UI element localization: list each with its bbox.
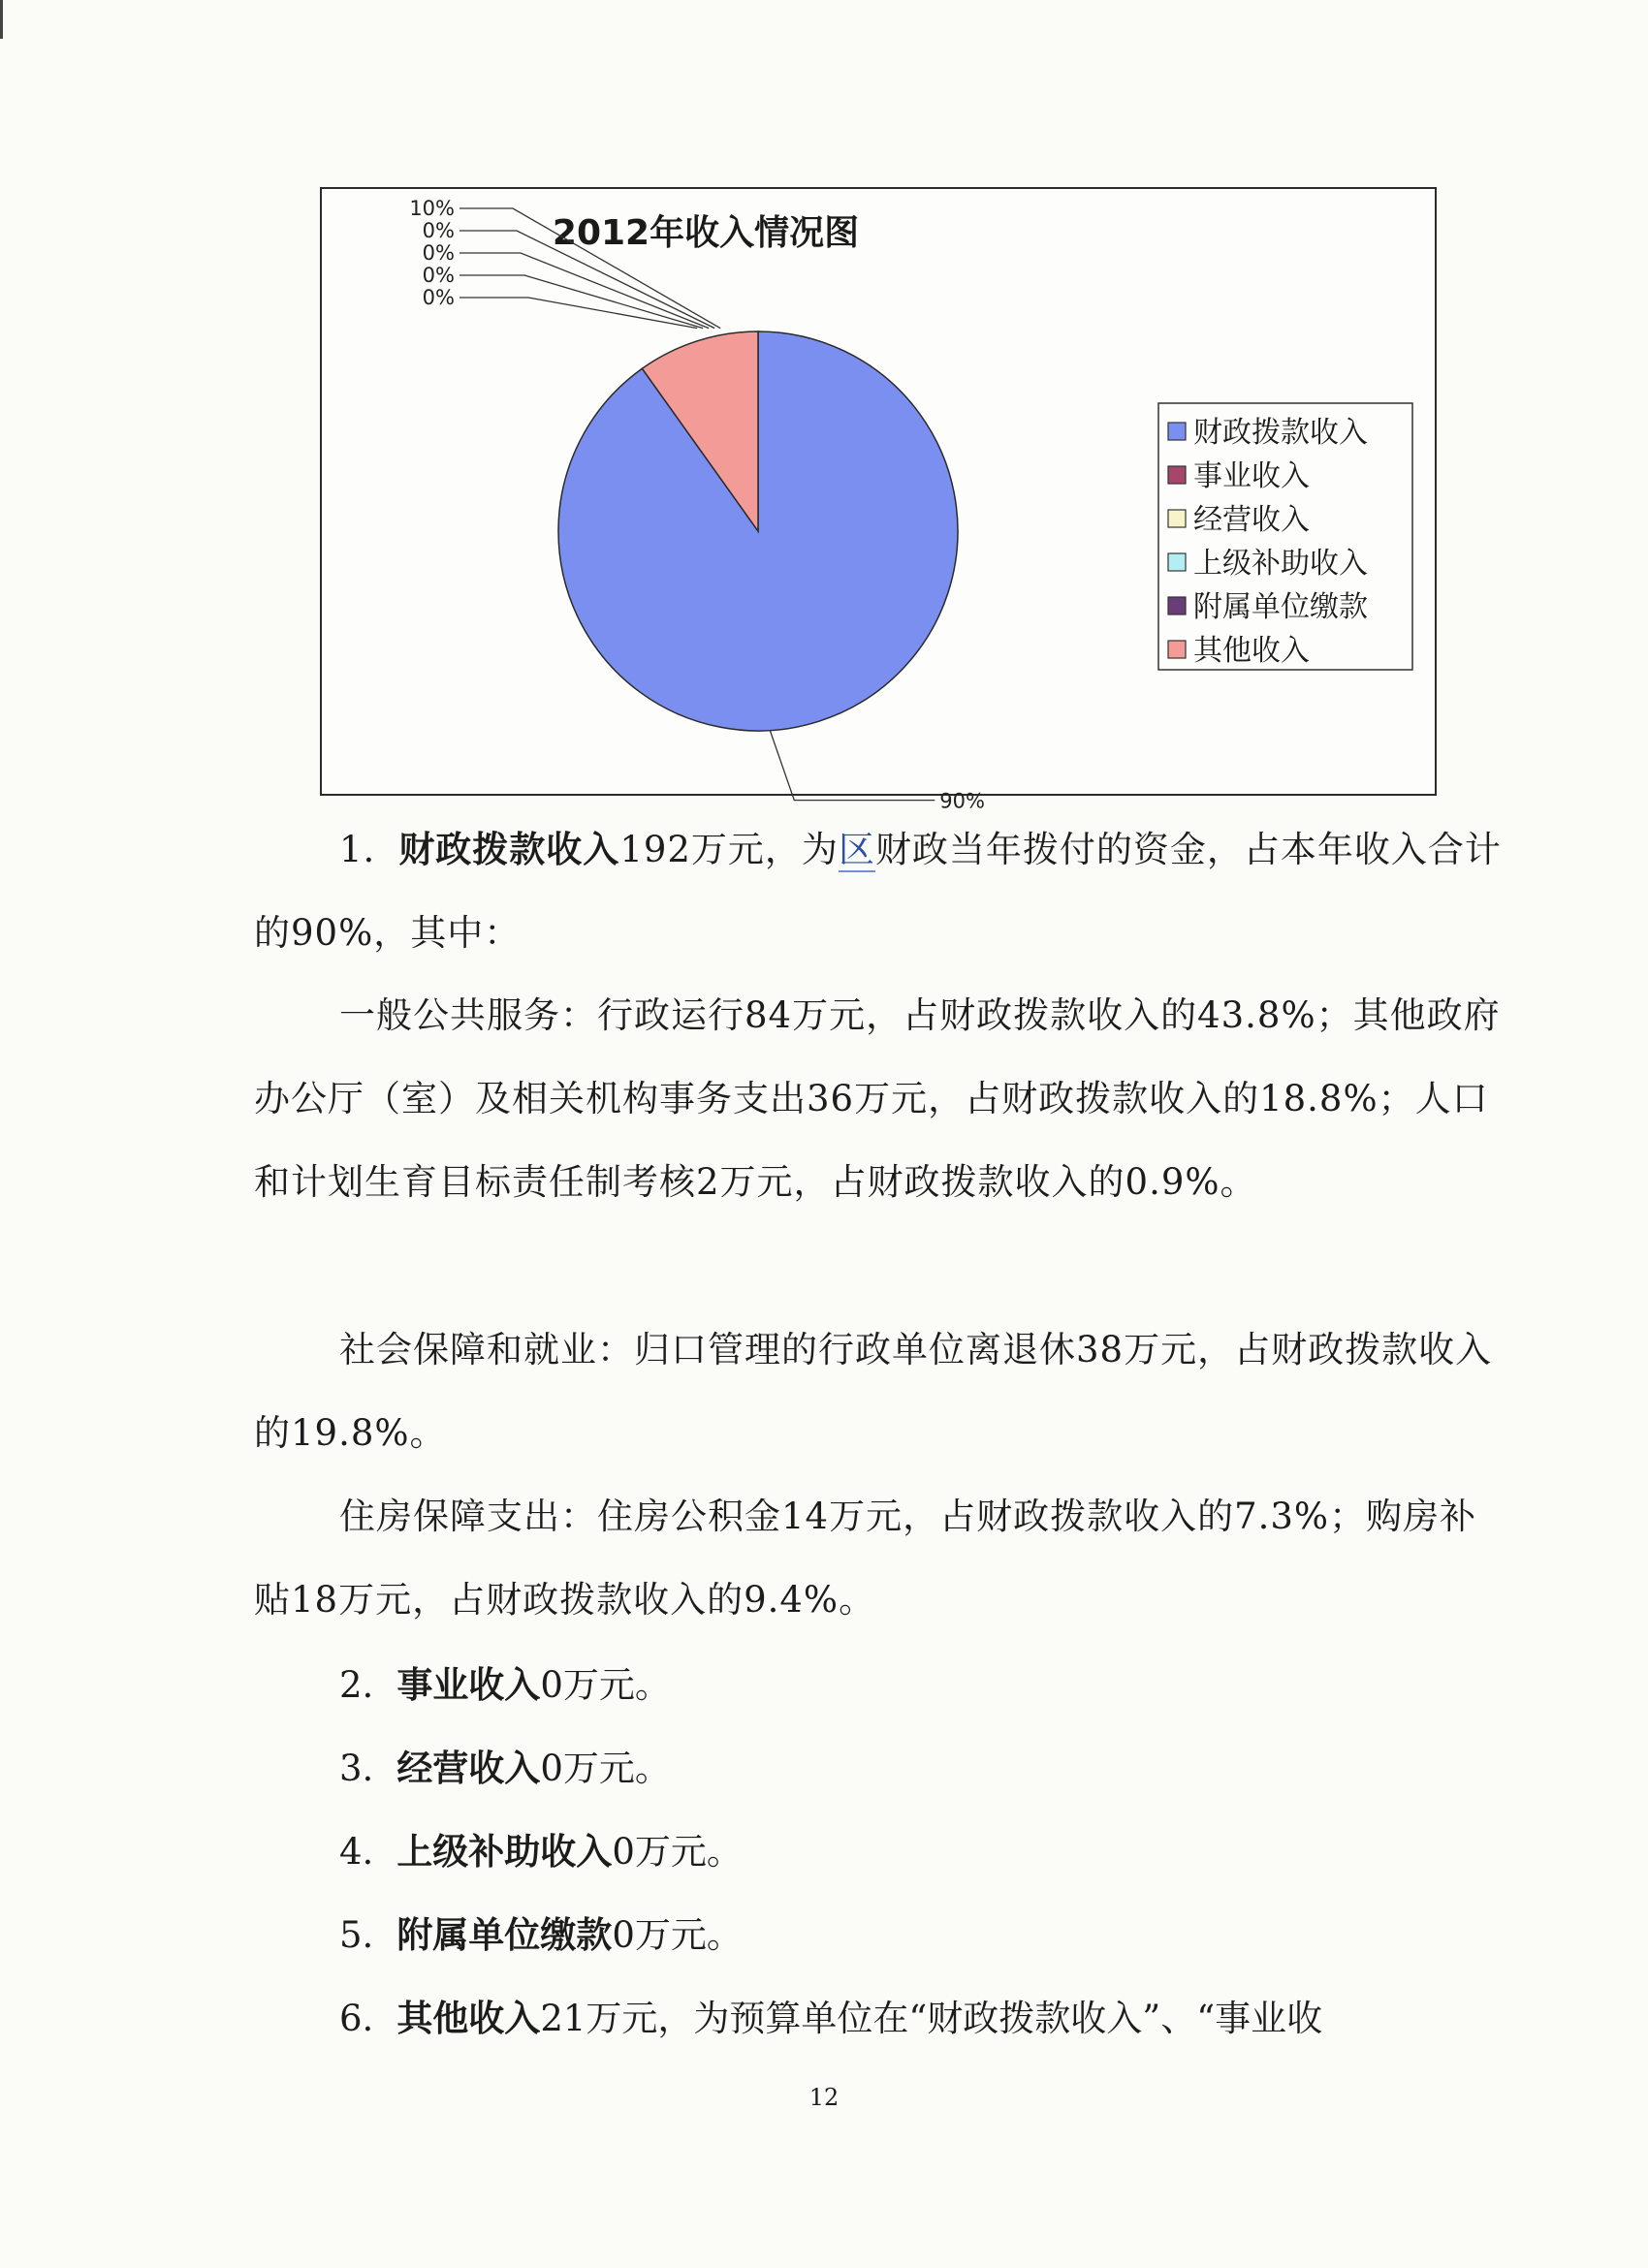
item-heading: 上级补助收入 xyxy=(396,1830,613,1873)
legend-swatch-1 xyxy=(1168,466,1186,484)
pie-label-3: 0% xyxy=(422,241,455,265)
pie-label-5: 10% xyxy=(409,197,455,220)
item-6 xyxy=(339,1976,1322,2061)
item-text: 0万元。 xyxy=(612,1831,743,1873)
paragraph-housing: 住房保障支出：住房公积金14万元，占财政拨款收入的7.3%；购房补贴18万元，占财政拨款收入的9.4%。 xyxy=(254,1496,1477,1621)
item-number: 1. xyxy=(339,829,376,870)
item-heading: 其他收入 xyxy=(396,1997,541,2039)
paragraph-general-public-service: 一般公共服务：行政运行84万元，占财政拨款收入的43.8%；其他政府办公厅（室）及相关机构事务支出36万元，占财政拨款收入的18.8%；人口和计划生育目标责任制考核2万元，占财政拨款收入的0.9%。 xyxy=(254,994,1501,1203)
item-number: 3. xyxy=(339,1748,374,1789)
chart-title: 2012年收入情况图 xyxy=(552,213,860,253)
paragraph-social-security: 社会保障和就业：归口管理的行政单位离退休38万元，占财政拨款收入的19.8%。 xyxy=(254,1329,1493,1454)
item-number: 4. xyxy=(339,1831,374,1873)
legend-label-0: 财政拨款收入 xyxy=(1193,416,1368,450)
legend-swatch-0 xyxy=(1168,423,1186,440)
legend-label-4: 附属单位缴款 xyxy=(1193,590,1368,624)
item-heading: 附属单位缴款 xyxy=(396,1913,613,1956)
callout-line-0 xyxy=(770,731,935,801)
pie-label-0: 90% xyxy=(939,789,985,813)
item-4 xyxy=(339,1810,743,1894)
item-text: 0万元。 xyxy=(540,1664,671,1706)
pie-label-1: 0% xyxy=(422,286,455,309)
callout-line-2 xyxy=(460,275,703,329)
legend-label-1: 事业收入 xyxy=(1193,459,1310,493)
paragraph-text: 财政当年拨付的资金，占本年收入合计的90%，其中： xyxy=(254,829,1502,954)
item-text: 0万元。 xyxy=(540,1748,671,1789)
legend-swatch-5 xyxy=(1168,641,1186,658)
item-text: 0万元。 xyxy=(612,1914,743,1956)
paragraph-text: 192万元，为 xyxy=(619,829,839,870)
item-2 xyxy=(339,1643,671,1727)
legend-label-3: 上级补助收入 xyxy=(1193,547,1368,581)
item-text: 21万元，为预算单位在“财政拨款收入”、“事业收 xyxy=(540,1998,1323,2039)
legend-label-5: 其他收入 xyxy=(1193,634,1310,668)
item-heading: 事业收入 xyxy=(396,1663,541,1706)
income-pie-chart xyxy=(320,187,1437,813)
item-number: 2. xyxy=(339,1664,374,1706)
scan-edge-mark xyxy=(0,0,3,39)
chart-svg xyxy=(322,189,1435,813)
item-heading: 经营收入 xyxy=(396,1747,541,1789)
pie-label-4: 0% xyxy=(422,219,455,242)
legend-label-2: 经营收入 xyxy=(1193,503,1310,537)
legend-swatch-4 xyxy=(1168,597,1186,614)
page-number: 12 xyxy=(808,2084,840,2111)
item-5 xyxy=(339,1893,743,1977)
legend-swatch-2 xyxy=(1168,510,1186,527)
item-heading: 财政拨款收入 xyxy=(398,828,620,870)
item-number: 5. xyxy=(339,1914,374,1956)
highlighted-word: 区 xyxy=(838,829,875,870)
paragraph-1 xyxy=(254,807,1505,975)
item-number: 6. xyxy=(339,1998,374,2039)
pie-label-2: 0% xyxy=(422,264,455,287)
legend-swatch-3 xyxy=(1168,553,1186,571)
item-3 xyxy=(339,1726,671,1811)
